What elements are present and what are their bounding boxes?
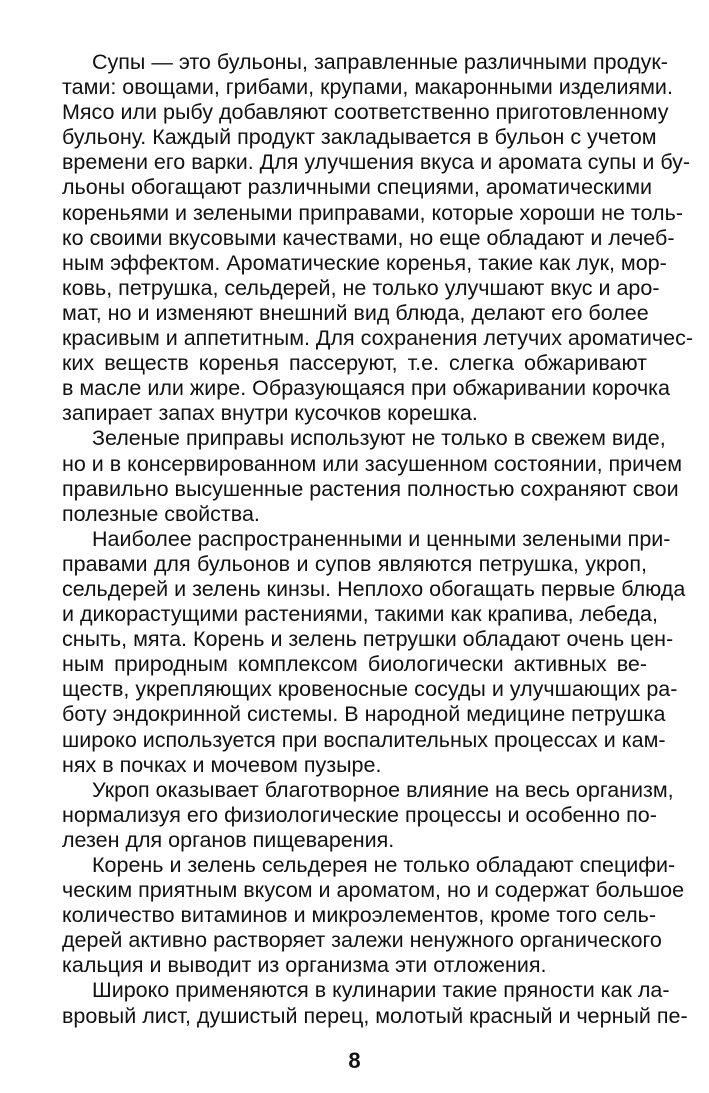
text-line: ких веществ коренья пассеруют, т.е. слегка обжаривают [62, 351, 647, 376]
text-line: ным природным комплексом биологически активных ве- [62, 652, 647, 677]
text-line: запирает запах внутри кусочков корешка. [62, 401, 478, 426]
text-line: ным эффектом. Ароматические коренья, такие как лук, мор- [62, 250, 667, 275]
text-line: лезен для органов пищеварения. [62, 827, 395, 852]
text-line: полезные свойства. [62, 501, 260, 526]
text-line: Наиболее распространенными и ценными зелеными при- [92, 526, 671, 551]
text-line: Корень и зелень сельдерея не только обладают специфи- [92, 853, 676, 877]
text-line: количество витаминов и микроэлементов, кроме того сель- [62, 903, 657, 928]
text-line: бульону. Каждый продукт закладывается в бульон с учетом [62, 125, 657, 150]
text-line: правами для бульонов и супов являются петрушка, укроп, [62, 551, 647, 576]
text-line: мат, но и изменяют внешний вид блюда, делают его более [62, 300, 649, 325]
text-line: но и в консервированном или засушенном состоянии, причем [62, 451, 683, 476]
text-line: красивым и аппетитным. Для сохранения летучих ароматичес- [62, 326, 693, 351]
text-line: кальция и выводит из организма эти отложения. [62, 953, 547, 978]
paragraph [62, 526, 686, 778]
text-line: широко используется при воспалительных процессах и кам- [62, 727, 666, 752]
text-line: ковь, петрушка, сельдерей, не только улучшают вкус и аро- [62, 275, 660, 300]
text-line: льоны обогащают различными специями, ароматическими [62, 175, 652, 200]
paragraph [62, 777, 674, 853]
paragraph [62, 978, 688, 1028]
page-number: 8 [348, 1048, 361, 1073]
text-line: Широко применяются в кулинарии такие пряности как ла- [92, 978, 670, 1003]
text-line: боту эндокринной системы. В народной медицине петрушка [62, 702, 666, 727]
text-line: нях в почках и мочевом пузыре. [62, 752, 382, 777]
text-line: Супы — это бульоны, заправленные различными продук- [92, 50, 668, 74]
text-line: Зеленые приправы используют не только в свежем виде, [92, 426, 666, 451]
text-line: нормализуя его физиологические процессы и особенно по- [62, 802, 657, 827]
text-line: кореньями и зелеными приправами, которые хороши не толь- [62, 200, 683, 225]
paragraph [62, 50, 693, 426]
text-line: Мясо или рыбу добавляют соответственно приготовленному [62, 100, 669, 125]
text-line: вровый лист, душистый перец, молотый красный и черный пе- [62, 1003, 688, 1028]
page-body [62, 50, 693, 1029]
text-line: Укроп оказывает благотворное влияние на весь организм, [92, 777, 674, 802]
text-line: ществ, укрепляющих кровеносные сосуды и улучшающих ра- [62, 677, 678, 702]
paragraph [62, 853, 685, 978]
text-line: и дикорастущими растениями, такими как крапива, лебеда, [62, 602, 658, 627]
text-line: правильно высушенные растения полностью сохраняют свои [62, 476, 679, 501]
text-line: сныть, мята. Корень и зелень петрушки обладают очень цен- [62, 627, 674, 652]
text-line: сельдерей и зелень кинзы. Неплохо обогащать первые блюда [62, 576, 686, 601]
text-line: в масле или жире. Образующаяся при обжаривании корочка [62, 376, 671, 401]
text-line: дерей активно растворяет залежи ненужного органического [62, 928, 662, 953]
text-line: тами: овощами, грибами, крупами, макаронными изделиями. [62, 75, 673, 100]
text-line: ческим приятным вкусом и ароматом, но и содержат большое [62, 878, 685, 903]
text-line: времени его варки. Для улучшения вкуса и аромата супы и бу- [62, 150, 691, 175]
paragraph [62, 426, 683, 526]
text-line: ко своими вкусовыми качествами, но еще обладают и лечеб- [62, 225, 675, 250]
